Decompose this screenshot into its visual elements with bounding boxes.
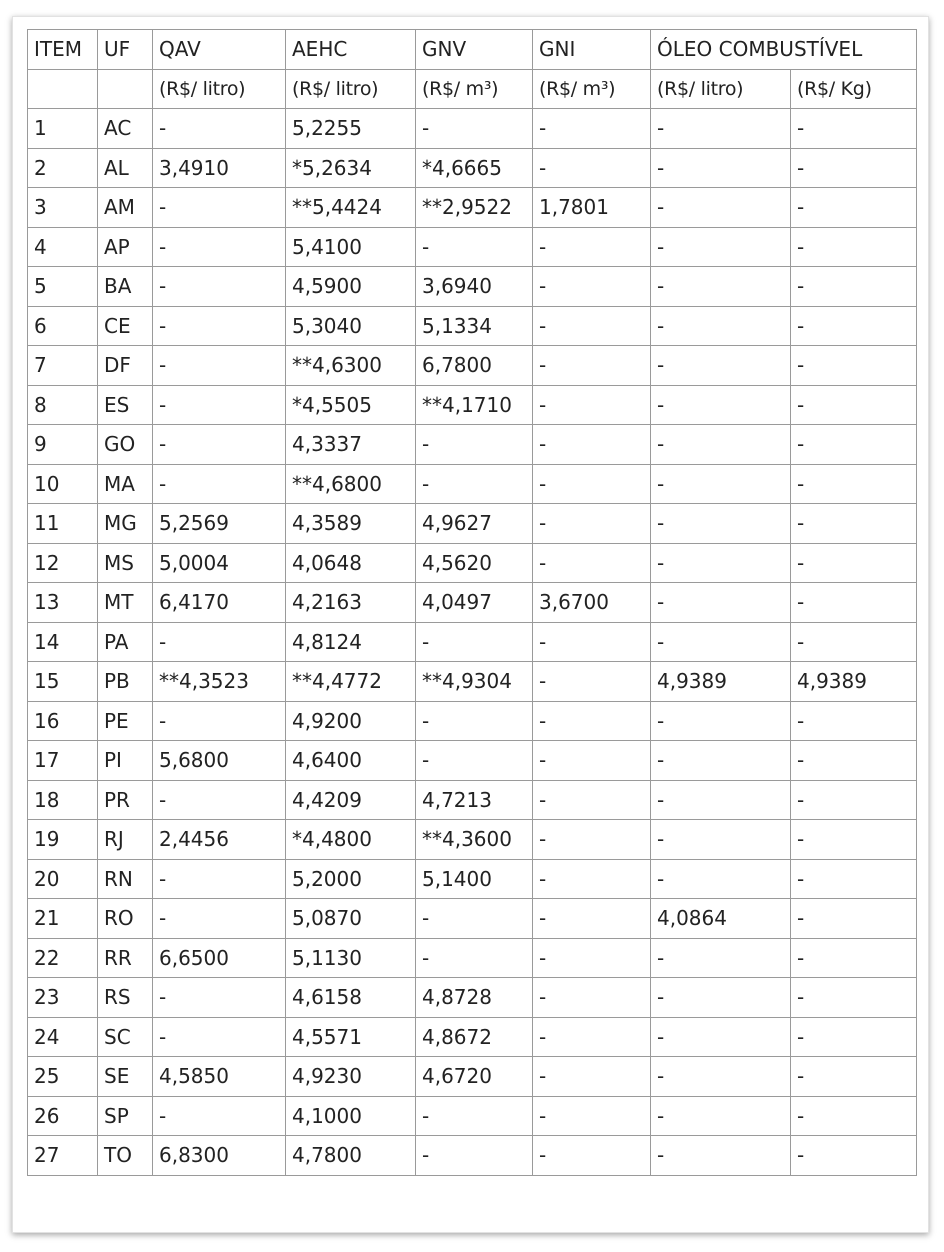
- cell-gni: -: [533, 820, 651, 860]
- cell-oleo-litro: -: [651, 1096, 791, 1136]
- cell-item: 2: [28, 148, 98, 188]
- cell-qav: -: [153, 978, 286, 1018]
- unit-oleo-kg: (R$/ Kg): [791, 69, 917, 109]
- units-row: [28, 69, 917, 109]
- cell-gnv: 6,7800: [416, 346, 533, 386]
- table-row: [28, 1096, 917, 1136]
- table-row: [28, 346, 917, 386]
- cell-uf: RO: [98, 899, 153, 939]
- cell-oleo-kg: -: [791, 109, 917, 149]
- cell-qav: -: [153, 267, 286, 307]
- unit-qav: (R$/ litro): [153, 69, 286, 109]
- cell-gni: -: [533, 464, 651, 504]
- cell-gni: -: [533, 504, 651, 544]
- cell-qav: 5,2569: [153, 504, 286, 544]
- cell-aehc: **5,4424: [286, 188, 416, 228]
- cell-oleo-kg: -: [791, 1136, 917, 1176]
- cell-aehc: 5,3040: [286, 306, 416, 346]
- cell-oleo-litro: -: [651, 543, 791, 583]
- cell-oleo-litro: 4,9389: [651, 662, 791, 702]
- cell-qav: -: [153, 227, 286, 267]
- cell-aehc: 4,1000: [286, 1096, 416, 1136]
- cell-uf: SP: [98, 1096, 153, 1136]
- cell-item: 6: [28, 306, 98, 346]
- header-qav: QAV: [153, 30, 286, 70]
- cell-gni: -: [533, 109, 651, 149]
- cell-gnv: 4,7213: [416, 780, 533, 820]
- cell-gni: -: [533, 978, 651, 1018]
- cell-aehc: 4,9200: [286, 701, 416, 741]
- cell-qav: 6,6500: [153, 938, 286, 978]
- unit-oleo-litro: (R$/ litro): [651, 69, 791, 109]
- cell-gni: -: [533, 148, 651, 188]
- cell-uf: MA: [98, 464, 153, 504]
- cell-aehc: 4,2163: [286, 583, 416, 623]
- cell-qav: -: [153, 188, 286, 228]
- cell-item: 25: [28, 1057, 98, 1097]
- cell-aehc: 4,5571: [286, 1017, 416, 1057]
- cell-item: 22: [28, 938, 98, 978]
- cell-gnv: -: [416, 741, 533, 781]
- cell-uf: AL: [98, 148, 153, 188]
- cell-oleo-kg: -: [791, 780, 917, 820]
- cell-item: 16: [28, 701, 98, 741]
- cell-aehc: 4,0648: [286, 543, 416, 583]
- cell-item: 4: [28, 227, 98, 267]
- unit-item: [28, 69, 98, 109]
- cell-qav: -: [153, 306, 286, 346]
- cell-oleo-kg: -: [791, 1057, 917, 1097]
- cell-oleo-litro: -: [651, 385, 791, 425]
- cell-qav: -: [153, 780, 286, 820]
- table-row: [28, 267, 917, 307]
- cell-qav: 3,4910: [153, 148, 286, 188]
- header-row: [28, 30, 917, 70]
- cell-gnv: **2,9522: [416, 188, 533, 228]
- table-row: [28, 227, 917, 267]
- cell-oleo-kg: -: [791, 1017, 917, 1057]
- cell-oleo-kg: -: [791, 267, 917, 307]
- cell-item: 10: [28, 464, 98, 504]
- cell-oleo-kg: -: [791, 148, 917, 188]
- cell-gni: -: [533, 938, 651, 978]
- cell-gnv: -: [416, 464, 533, 504]
- cell-oleo-kg: -: [791, 346, 917, 386]
- cell-gnv: 4,8728: [416, 978, 533, 1018]
- cell-item: 5: [28, 267, 98, 307]
- cell-oleo-litro: -: [651, 1017, 791, 1057]
- fuel-price-table: [27, 29, 917, 1176]
- cell-aehc: **4,6300: [286, 346, 416, 386]
- cell-uf: TO: [98, 1136, 153, 1176]
- cell-gni: -: [533, 346, 651, 386]
- cell-aehc: 4,6400: [286, 741, 416, 781]
- cell-aehc: **4,4772: [286, 662, 416, 702]
- cell-oleo-kg: -: [791, 1096, 917, 1136]
- cell-uf: RN: [98, 859, 153, 899]
- cell-item: 15: [28, 662, 98, 702]
- cell-uf: RS: [98, 978, 153, 1018]
- cell-aehc: *4,4800: [286, 820, 416, 860]
- cell-oleo-litro: -: [651, 1136, 791, 1176]
- cell-item: 19: [28, 820, 98, 860]
- cell-gni: -: [533, 1017, 651, 1057]
- table-row: [28, 1057, 917, 1097]
- cell-aehc: 4,4209: [286, 780, 416, 820]
- cell-aehc: 5,2000: [286, 859, 416, 899]
- cell-gnv: **4,9304: [416, 662, 533, 702]
- header-item: ITEM: [28, 30, 98, 70]
- cell-gnv: -: [416, 899, 533, 939]
- cell-uf: CE: [98, 306, 153, 346]
- cell-qav: -: [153, 109, 286, 149]
- cell-item: 27: [28, 1136, 98, 1176]
- cell-qav: -: [153, 425, 286, 465]
- cell-gni: -: [533, 227, 651, 267]
- cell-item: 9: [28, 425, 98, 465]
- cell-aehc: 5,4100: [286, 227, 416, 267]
- cell-oleo-litro: 4,0864: [651, 899, 791, 939]
- table-row: [28, 701, 917, 741]
- cell-gni: -: [533, 1136, 651, 1176]
- cell-gnv: *4,6665: [416, 148, 533, 188]
- cell-oleo-litro: -: [651, 820, 791, 860]
- cell-oleo-kg: -: [791, 385, 917, 425]
- cell-uf: AC: [98, 109, 153, 149]
- cell-oleo-litro: -: [651, 464, 791, 504]
- cell-item: 12: [28, 543, 98, 583]
- table-row: [28, 780, 917, 820]
- cell-qav: 6,4170: [153, 583, 286, 623]
- cell-uf: PR: [98, 780, 153, 820]
- cell-gnv: 4,0497: [416, 583, 533, 623]
- table-row: [28, 1136, 917, 1176]
- cell-qav: **4,3523: [153, 662, 286, 702]
- unit-gni: (R$/ m³): [533, 69, 651, 109]
- cell-gnv: -: [416, 109, 533, 149]
- cell-uf: PE: [98, 701, 153, 741]
- cell-gnv: 3,6940: [416, 267, 533, 307]
- table-row: [28, 504, 917, 544]
- cell-oleo-kg: -: [791, 701, 917, 741]
- cell-oleo-kg: -: [791, 741, 917, 781]
- cell-uf: AM: [98, 188, 153, 228]
- cell-gnv: **4,3600: [416, 820, 533, 860]
- cell-qav: 6,8300: [153, 1136, 286, 1176]
- cell-oleo-litro: -: [651, 701, 791, 741]
- table-header: [28, 30, 917, 109]
- cell-item: 7: [28, 346, 98, 386]
- cell-oleo-kg: -: [791, 978, 917, 1018]
- unit-uf: [98, 69, 153, 109]
- cell-aehc: 4,6158: [286, 978, 416, 1018]
- cell-gnv: -: [416, 227, 533, 267]
- table-body: [28, 109, 917, 1176]
- header-uf: UF: [98, 30, 153, 70]
- cell-oleo-litro: -: [651, 148, 791, 188]
- unit-aehc: (R$/ litro): [286, 69, 416, 109]
- cell-gnv: 5,1400: [416, 859, 533, 899]
- table-row: [28, 148, 917, 188]
- cell-oleo-litro: -: [651, 978, 791, 1018]
- cell-item: 17: [28, 741, 98, 781]
- cell-uf: MS: [98, 543, 153, 583]
- cell-gni: -: [533, 780, 651, 820]
- cell-uf: DF: [98, 346, 153, 386]
- cell-item: 21: [28, 899, 98, 939]
- header-gni: GNI: [533, 30, 651, 70]
- cell-item: 23: [28, 978, 98, 1018]
- cell-oleo-litro: -: [651, 780, 791, 820]
- cell-qav: 2,4456: [153, 820, 286, 860]
- cell-uf: ES: [98, 385, 153, 425]
- cell-aehc: 4,9230: [286, 1057, 416, 1097]
- header-gnv: GNV: [416, 30, 533, 70]
- cell-oleo-kg: -: [791, 899, 917, 939]
- cell-gnv: 4,9627: [416, 504, 533, 544]
- table-row: [28, 583, 917, 623]
- cell-oleo-litro: -: [651, 583, 791, 623]
- cell-uf: AP: [98, 227, 153, 267]
- cell-aehc: 4,3589: [286, 504, 416, 544]
- table-row: [28, 464, 917, 504]
- cell-qav: -: [153, 1096, 286, 1136]
- cell-oleo-litro: -: [651, 741, 791, 781]
- cell-gnv: 4,5620: [416, 543, 533, 583]
- cell-gnv: 4,6720: [416, 1057, 533, 1097]
- cell-gni: 3,6700: [533, 583, 651, 623]
- cell-gnv: -: [416, 938, 533, 978]
- cell-item: 26: [28, 1096, 98, 1136]
- cell-qav: 4,5850: [153, 1057, 286, 1097]
- cell-gnv: -: [416, 1136, 533, 1176]
- cell-oleo-kg: -: [791, 622, 917, 662]
- cell-qav: 5,6800: [153, 741, 286, 781]
- cell-item: 24: [28, 1017, 98, 1057]
- cell-gnv: -: [416, 622, 533, 662]
- cell-aehc: *4,5505: [286, 385, 416, 425]
- cell-oleo-litro: -: [651, 859, 791, 899]
- table-row: [28, 188, 917, 228]
- cell-gni: -: [533, 1057, 651, 1097]
- cell-oleo-litro: -: [651, 425, 791, 465]
- cell-oleo-kg: -: [791, 543, 917, 583]
- table-row: [28, 978, 917, 1018]
- table-row: [28, 820, 917, 860]
- table-row: [28, 741, 917, 781]
- cell-oleo-kg: -: [791, 938, 917, 978]
- cell-gni: -: [533, 701, 651, 741]
- table-row: [28, 662, 917, 702]
- table-row: [28, 859, 917, 899]
- table-row: [28, 938, 917, 978]
- table-row: [28, 385, 917, 425]
- cell-gnv: 5,1334: [416, 306, 533, 346]
- header-aehc: AEHC: [286, 30, 416, 70]
- cell-oleo-kg: -: [791, 583, 917, 623]
- cell-oleo-kg: -: [791, 820, 917, 860]
- cell-qav: 5,0004: [153, 543, 286, 583]
- cell-aehc: 5,0870: [286, 899, 416, 939]
- cell-item: 18: [28, 780, 98, 820]
- cell-uf: PB: [98, 662, 153, 702]
- cell-item: 20: [28, 859, 98, 899]
- table-row: [28, 1017, 917, 1057]
- cell-uf: SC: [98, 1017, 153, 1057]
- cell-aehc: 5,1130: [286, 938, 416, 978]
- table-row: [28, 899, 917, 939]
- cell-gni: -: [533, 662, 651, 702]
- cell-item: 11: [28, 504, 98, 544]
- cell-gnv: -: [416, 701, 533, 741]
- cell-oleo-litro: -: [651, 504, 791, 544]
- cell-item: 13: [28, 583, 98, 623]
- cell-gni: -: [533, 543, 651, 583]
- cell-aehc: 4,5900: [286, 267, 416, 307]
- cell-uf: RR: [98, 938, 153, 978]
- cell-uf: GO: [98, 425, 153, 465]
- cell-qav: -: [153, 622, 286, 662]
- cell-qav: -: [153, 899, 286, 939]
- cell-qav: -: [153, 464, 286, 504]
- cell-qav: -: [153, 346, 286, 386]
- table-row: [28, 622, 917, 662]
- cell-aehc: 4,8124: [286, 622, 416, 662]
- cell-oleo-litro: -: [651, 1057, 791, 1097]
- cell-uf: PI: [98, 741, 153, 781]
- cell-qav: -: [153, 385, 286, 425]
- cell-oleo-kg: -: [791, 306, 917, 346]
- cell-item: 1: [28, 109, 98, 149]
- cell-oleo-kg: -: [791, 464, 917, 504]
- cell-oleo-litro: -: [651, 622, 791, 662]
- cell-aehc: **4,6800: [286, 464, 416, 504]
- cell-gnv: 4,8672: [416, 1017, 533, 1057]
- cell-gnv: -: [416, 1096, 533, 1136]
- cell-qav: -: [153, 859, 286, 899]
- cell-uf: PA: [98, 622, 153, 662]
- cell-aehc: *5,2634: [286, 148, 416, 188]
- cell-gni: -: [533, 306, 651, 346]
- cell-qav: -: [153, 701, 286, 741]
- cell-gni: -: [533, 741, 651, 781]
- cell-oleo-litro: -: [651, 227, 791, 267]
- table-row: [28, 425, 917, 465]
- cell-oleo-litro: -: [651, 267, 791, 307]
- table-row: [28, 109, 917, 149]
- cell-qav: -: [153, 1017, 286, 1057]
- cell-item: 8: [28, 385, 98, 425]
- cell-oleo-litro: -: [651, 109, 791, 149]
- cell-gnv: -: [416, 425, 533, 465]
- cell-uf: MT: [98, 583, 153, 623]
- cell-oleo-kg: -: [791, 425, 917, 465]
- cell-gni: -: [533, 385, 651, 425]
- cell-gni: -: [533, 267, 651, 307]
- cell-gni: 1,7801: [533, 188, 651, 228]
- cell-uf: SE: [98, 1057, 153, 1097]
- cell-gni: -: [533, 899, 651, 939]
- header-oleo-combustivel: ÓLEO COMBUSTÍVEL: [651, 30, 917, 70]
- cell-oleo-kg: 4,9389: [791, 662, 917, 702]
- cell-item: 3: [28, 188, 98, 228]
- cell-uf: RJ: [98, 820, 153, 860]
- cell-oleo-litro: -: [651, 306, 791, 346]
- cell-item: 14: [28, 622, 98, 662]
- cell-oleo-litro: -: [651, 346, 791, 386]
- cell-uf: MG: [98, 504, 153, 544]
- cell-aehc: 4,3337: [286, 425, 416, 465]
- cell-oleo-kg: -: [791, 859, 917, 899]
- table-row: [28, 543, 917, 583]
- cell-gni: -: [533, 859, 651, 899]
- table-row: [28, 306, 917, 346]
- cell-oleo-litro: -: [651, 188, 791, 228]
- cell-oleo-kg: -: [791, 504, 917, 544]
- unit-gnv: (R$/ m³): [416, 69, 533, 109]
- cell-oleo-litro: -: [651, 938, 791, 978]
- cell-aehc: 4,7800: [286, 1136, 416, 1176]
- cell-gni: -: [533, 622, 651, 662]
- cell-aehc: 5,2255: [286, 109, 416, 149]
- cell-oleo-kg: -: [791, 188, 917, 228]
- cell-uf: BA: [98, 267, 153, 307]
- cell-gni: -: [533, 425, 651, 465]
- table-card: [12, 16, 929, 1233]
- cell-gnv: **4,1710: [416, 385, 533, 425]
- cell-gni: -: [533, 1096, 651, 1136]
- cell-oleo-kg: -: [791, 227, 917, 267]
